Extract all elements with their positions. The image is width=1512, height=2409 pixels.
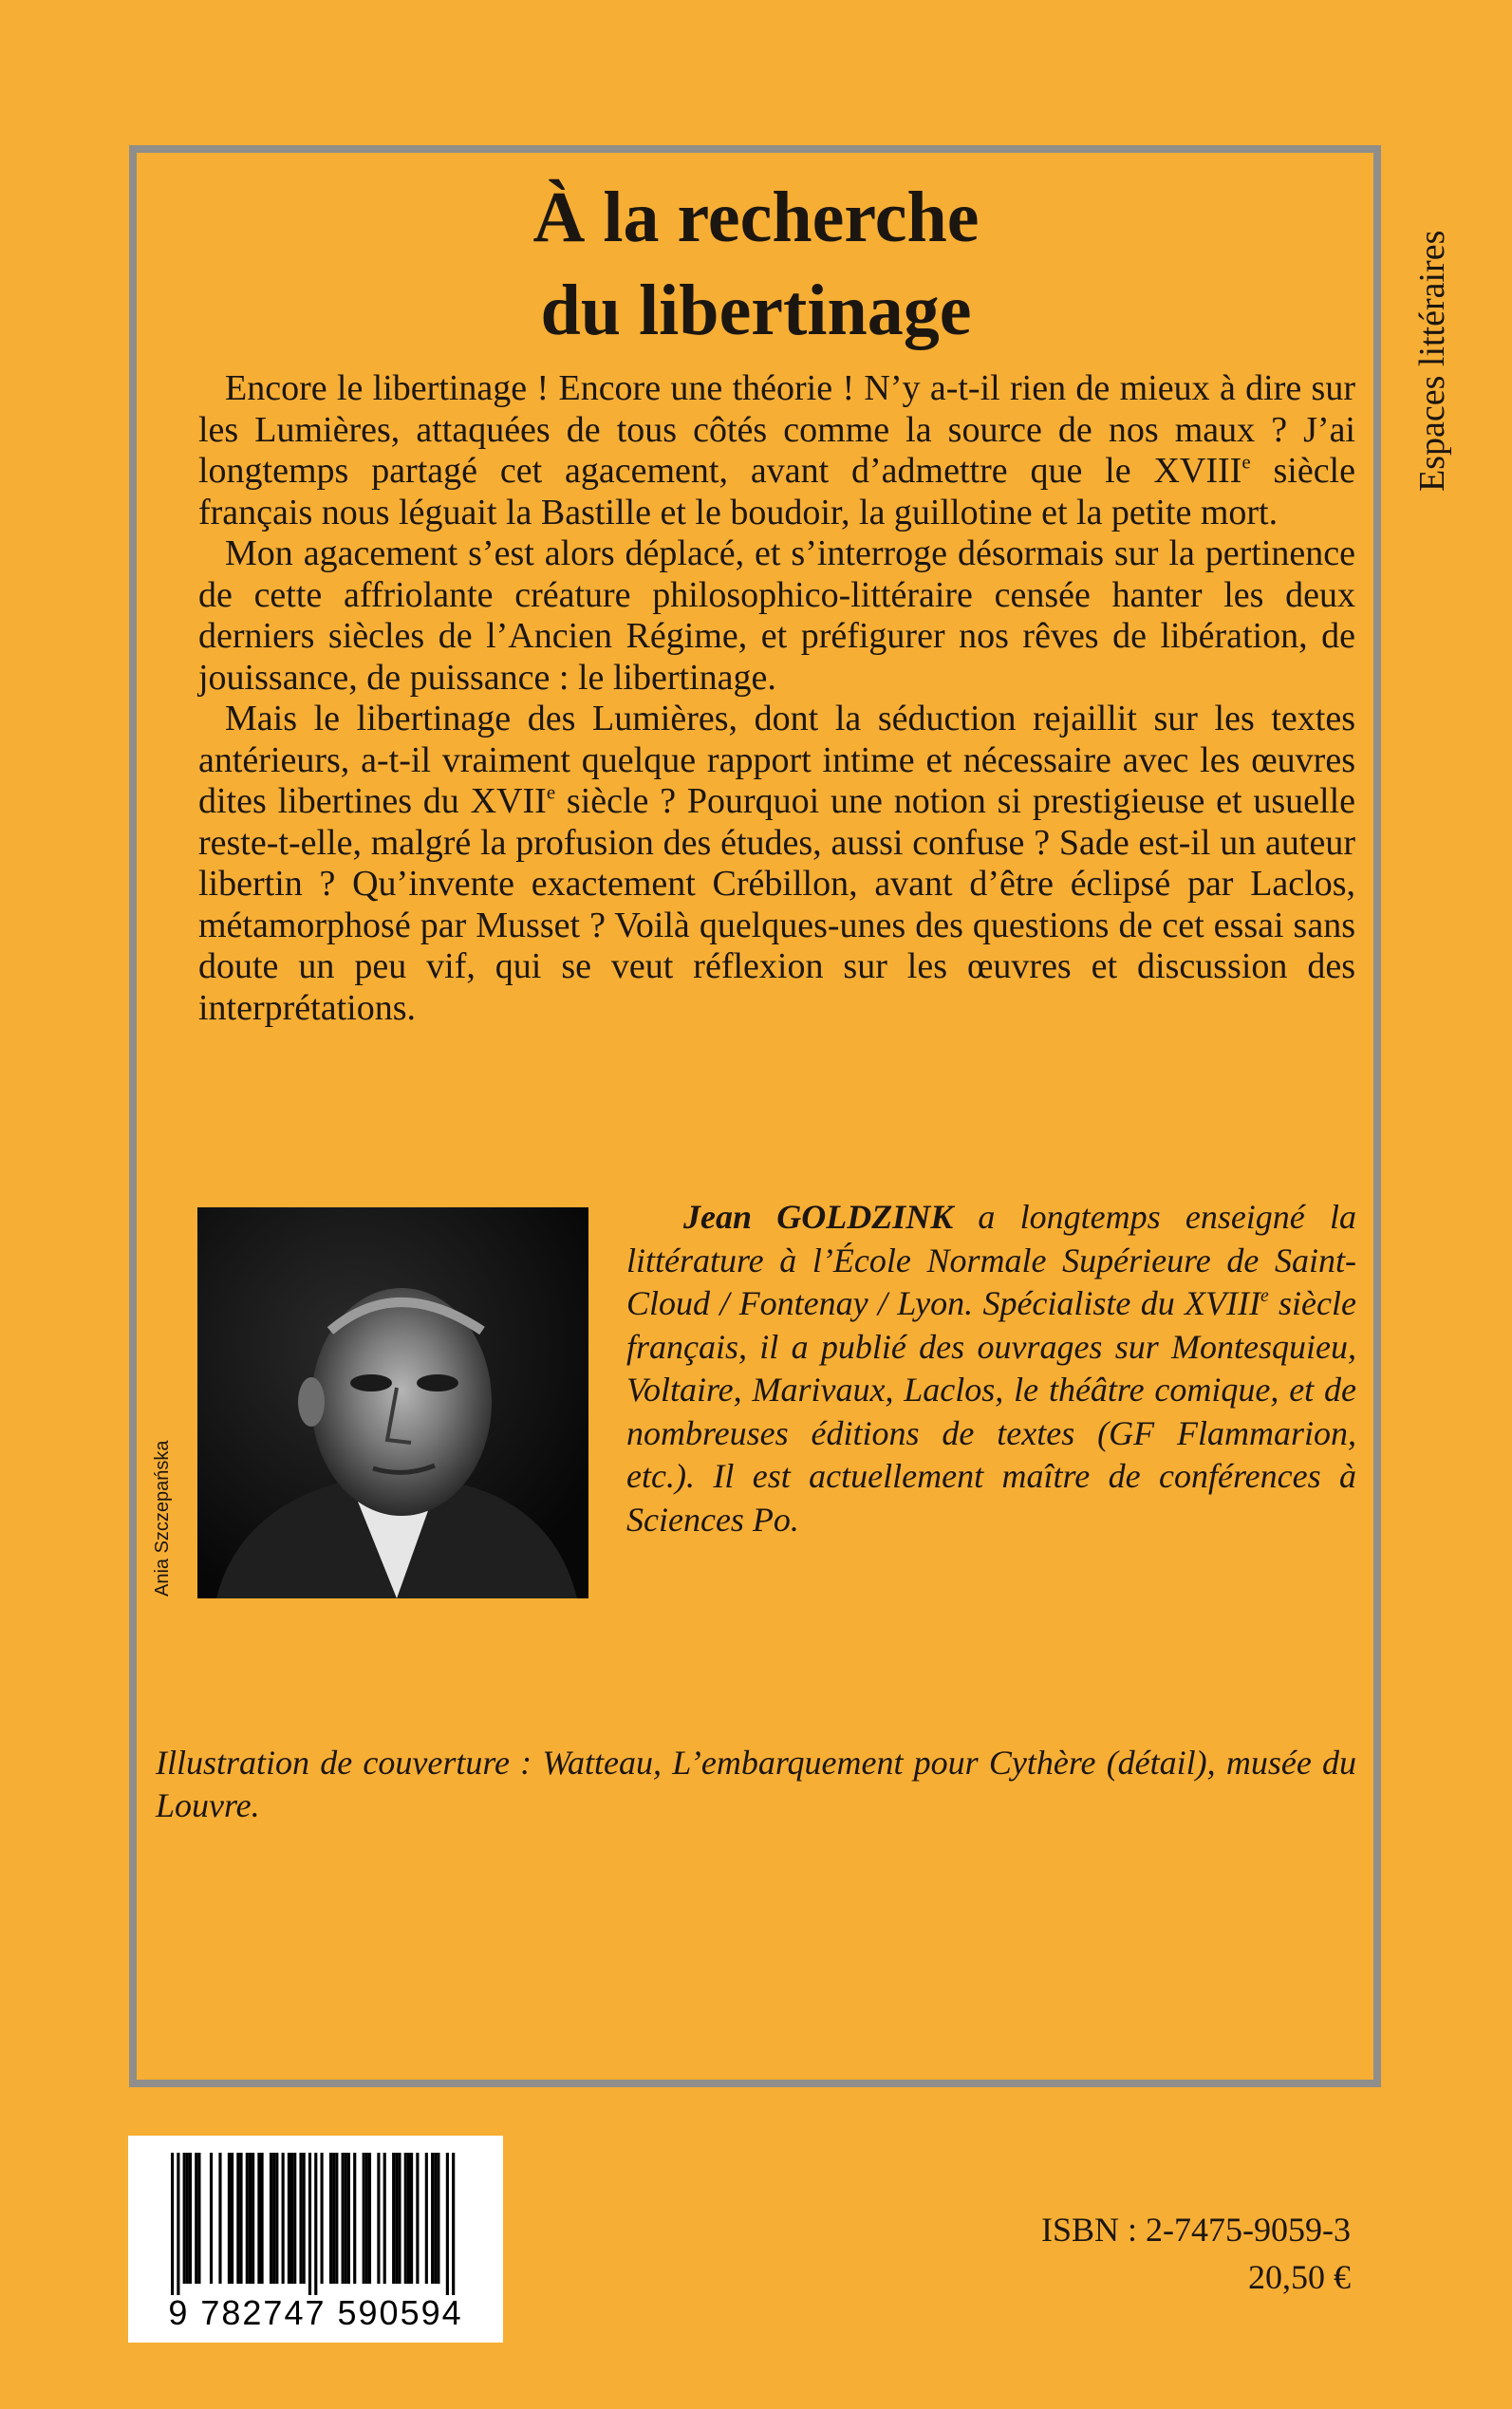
cover-illustration-credit: Illustration de couverture : Watteau, L’embarquement pour Cythère (détail), musée du Louvre. (156, 1744, 1356, 1824)
blurb-p1-text-a: Encore le libertinage ! Encore une théorie ! N’y a-t-il rien de mieux à dire sur les Lumières, attaquées de tous côtés comme la source de nos maux ? J’ai longtemps partagé cet agacement, avant d’admettre que le XVIII (198, 368, 1355, 491)
barcode-bar (270, 2153, 272, 2284)
barcode-bar (347, 2153, 350, 2284)
barcode-bar (452, 2153, 455, 2295)
barcode (128, 2136, 503, 2343)
author-bio-paragraph (626, 1196, 1356, 1541)
barcode-bar (282, 2153, 285, 2284)
barcode-bar (345, 2153, 347, 2284)
barcode-bar (177, 2153, 179, 2295)
barcode-bar (218, 2153, 221, 2284)
blurb-p1-text-b: siècle français nous léguait la Bastille et le boudoir, la guillotine et la petite mort. (198, 451, 1355, 532)
barcode-bar (395, 2153, 398, 2284)
barcode-bar (365, 2153, 368, 2284)
barcode-bar (335, 2153, 338, 2284)
barcode-bar (398, 2153, 401, 2284)
barcode-bar (249, 2153, 252, 2284)
barcode-bar (186, 2153, 189, 2284)
barcode-bar (210, 2153, 213, 2284)
blurb-paragraph-2: Mon agacement s’est alors déplacé, et s’interroge désormais sur la pertinence de cette affriolante créature philosophico-littéraire censée hanter les deux derniers siècles de l’Ancien Régime, et préfigurer nos rêves de libération, de jouissance, de puissance : le libertinage. (198, 533, 1355, 698)
barcode-bar (239, 2153, 242, 2284)
barcode-bar (246, 2153, 249, 2284)
barcode-bar (299, 2153, 302, 2284)
barcode-bar (342, 2153, 345, 2284)
barcode-bar (446, 2153, 449, 2295)
barcode-bar (308, 2153, 311, 2295)
barcode-bar (410, 2153, 413, 2284)
barcode-bar (434, 2153, 437, 2284)
barcode-bar (272, 2153, 275, 2284)
price: 20,50 € (1248, 2258, 1351, 2296)
barcode-bar (231, 2153, 233, 2284)
barcode-bar (275, 2153, 278, 2284)
barcode-bar (252, 2153, 254, 2284)
photo-credit (152, 1397, 180, 1597)
author-bio-superscript: e (1260, 1285, 1269, 1307)
barcode-bar (329, 2153, 332, 2284)
barcode-bar (293, 2153, 296, 2284)
barcode-bar (353, 2153, 356, 2284)
book-title-line-2: du libertinage (540, 271, 972, 350)
barcode-bar (383, 2153, 386, 2284)
barcode-bar (321, 2153, 324, 2284)
barcode-bar (332, 2153, 335, 2284)
author-bio-text-b: siècle français, il a publié des ouvrages sur Montesquieu, Voltaire, Marivaux, Laclos, le théâtre comique, et de nombreuses éditions de textes (GF Flammarion, etc.). Il est actuellement maître de conférences à Sciences Po. (626, 1284, 1356, 1539)
author-bio-text-a: a longtemps enseigné la littérature à l’École Normale Supérieure de Saint-Cloud / Fontenay / Lyon. Spécialiste du XVIII (626, 1198, 1356, 1322)
barcode-bar (416, 2153, 419, 2284)
blurb-p3-superscript: e (546, 780, 556, 804)
barcode-bar (261, 2153, 264, 2284)
barcode-bar (437, 2153, 439, 2284)
book-title-line-1: À la recherche (532, 177, 980, 257)
author-portrait-image (197, 1207, 588, 1598)
barcode-bar (195, 2153, 197, 2284)
blurb-paragraph-3 (198, 699, 1355, 1029)
book-title (0, 171, 1512, 357)
barcode-bar (288, 2153, 290, 2284)
barcode-bar (171, 2153, 174, 2295)
barcode-bar (368, 2153, 371, 2284)
barcode-bar (236, 2153, 239, 2284)
barcode-bar (290, 2153, 293, 2284)
barcode-bar (425, 2153, 428, 2284)
barcode-bar (392, 2153, 395, 2284)
barcode-bar (407, 2153, 410, 2284)
barcode-bars (128, 2136, 503, 2297)
barcode-digits: 9 782747 590594 (168, 2293, 463, 2332)
blurb-paragraph-1 (198, 368, 1355, 533)
barcode-bar (183, 2153, 186, 2284)
barcode-bar (228, 2153, 231, 2284)
author-photo (197, 1207, 588, 1598)
barcode-bar (257, 2153, 260, 2284)
barcode-bar (404, 2153, 407, 2284)
isbn: ISBN : 2-7475-9059-3 (1041, 2211, 1351, 2249)
barcode-bar (189, 2153, 192, 2284)
series-label-text: Espaces littéraires (1412, 230, 1452, 492)
blurb-p3-text-a: Mais le libertinage des Lumières, dont la séduction rejaillit sur les textes antérieurs, a-t-il vraiment quelque rapport intime et nécessaire avec les œuvres dites libertines du XVII (198, 699, 1355, 821)
blurb-p1-superscript: e (1241, 450, 1251, 474)
blurb (198, 368, 1355, 1029)
barcode-bar (431, 2153, 434, 2284)
barcode-bar (314, 2153, 317, 2295)
barcode-bar (197, 2153, 200, 2284)
barcode-bar (363, 2153, 365, 2284)
photo-credit-text: Ania Szczepańska (152, 1440, 173, 1597)
barcode-bar (377, 2153, 380, 2284)
barcode-bar (303, 2153, 306, 2284)
blurb-p3-text-b: siècle ? Pourquoi une notion si prestigieuse et usuelle reste-t-elle, malgré la profusion des études, aussi confuse ? Sade est-il un auteur libertin ? Qu’invente exactement Crébillon, avant d’être éclipsé par Laclos, métamorphosé par Musset ? Voilà quelques-unes des questions de cet essai sans doute un peu vif, qui se veut réflexion sur les œuvres et discussion des interprétations. (198, 781, 1355, 1028)
author-bio (626, 1196, 1356, 1541)
author-name: Jean GOLDZINK (683, 1198, 954, 1236)
